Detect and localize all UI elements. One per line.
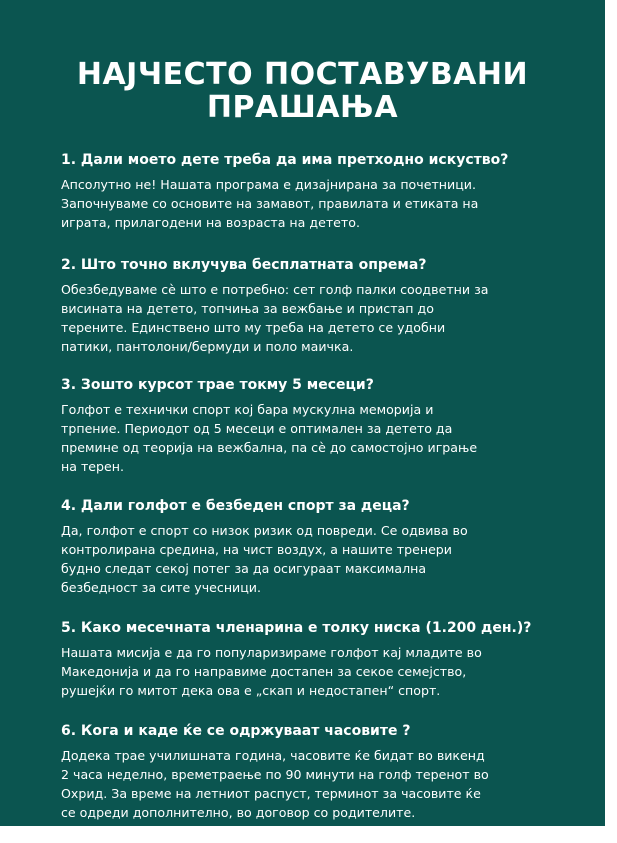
- faq-answer-6: [61, 746, 581, 822]
- faq-answer-5-line-1: Нашата мисија е да го популаризираме голфот кај младите во: [61, 645, 482, 660]
- faq-answer-1-line-3: играта, прилагодени на возраста на детето.: [61, 215, 360, 230]
- faq-answer-3-line-3: премине од теорија на вежбална, па сè до самостојно играње: [61, 440, 478, 455]
- faq-answer-4: [61, 521, 581, 597]
- faq-question-3: 3. Зошто курсот трае токму 5 месеци?: [61, 377, 374, 393]
- faq-answer-6-line-3: Охрид. За време на летниот распуст, терминот за часовите ќе: [61, 786, 481, 801]
- faq-item-3: [61, 376, 581, 476]
- faq-answer-2: [61, 280, 581, 356]
- faq-answer-2-line-3: терените. Единствено што му треба на детето се удобни: [61, 320, 446, 335]
- faq-answer-5: [61, 643, 581, 700]
- faq-item-5: [61, 619, 581, 700]
- faq-answer-4-line-4: безбедност за сите учесници.: [61, 580, 261, 595]
- faq-answer-2-line-1: Обезбедуваме сè што е потребно: сет голф палки соодветни за: [61, 282, 489, 297]
- page-title: [0, 58, 605, 124]
- faq-answer-3-line-1: Голфот е технички спорт кој бара мускулна меморија и: [61, 402, 434, 417]
- faq-item-1: [61, 151, 581, 232]
- faq-answer-1-line-2: Започнуваме со основите на замавот, правилата и етиката на: [61, 196, 479, 211]
- faq-answer-6-line-4: се одреди дополнително, во договор со родителите.: [61, 805, 416, 820]
- faq-answer-6-line-1: Додека трае училишната година, часовите ќе бидат во викенд: [61, 748, 485, 763]
- faq-question-2: 2. Што точно вклучува бесплатната опрема?: [61, 257, 427, 273]
- faq-question-4: 4. Дали голфот е безбеден спорт за деца?: [61, 498, 410, 514]
- faq-item-2: [61, 256, 581, 356]
- faq-answer-4-line-3: будно следат секој потег за да осигураат максимална: [61, 561, 427, 576]
- page-title-line-1: НАЈЧЕСТО ПОСТАВУВАНИ: [76, 57, 529, 92]
- faq-answer-1: [61, 175, 581, 232]
- faq-item-4: [61, 497, 581, 597]
- faq-answer-3-line-2: трпение. Периодот од 5 месеци е оптимален за детето да: [61, 421, 453, 436]
- faq-answer-4-line-2: контролирана средина, на чист воздух, а нашите тренери: [61, 542, 452, 557]
- faq-answer-2-line-2: висината на детето, топчиња за вежбање и пристап до: [61, 301, 434, 316]
- faq-question-5: 5. Како месечната членарина е толку ниска (1.200 ден.)?: [61, 620, 532, 636]
- faq-answer-3: [61, 400, 581, 476]
- faq-answer-3-line-4: на терен.: [61, 459, 125, 474]
- faq-answer-4-line-1: Да, голфот е спорт со низок ризик од повреди. Се одвива во: [61, 523, 468, 538]
- faq-answer-1-line-1: Апсолутно не! Нашата програма е дизајнирана за почетници.: [61, 177, 476, 192]
- faq-answer-5-line-3: рушејќи го митот дека ова е „скап и недостапен“ спорт.: [61, 683, 441, 698]
- faq-item-6: [61, 722, 581, 822]
- faq-answer-6-line-2: 2 часа неделно, времетраење по 90 минути на голф теренот во: [61, 767, 489, 782]
- faq-answer-2-line-4: патики, пантолони/бермуди и поло маичка.: [61, 339, 354, 354]
- faq-answer-5-line-2: Македонија и да го направиме достапен за секое семејство,: [61, 664, 467, 679]
- faq-question-1: 1. Дали моето дете треба да има претходно искуство?: [61, 152, 509, 168]
- page-title-line-2: ПРАШАЊА: [206, 90, 399, 125]
- faq-question-6: 6. Кога и каде ќе се одржуваат часовите ?: [61, 723, 411, 739]
